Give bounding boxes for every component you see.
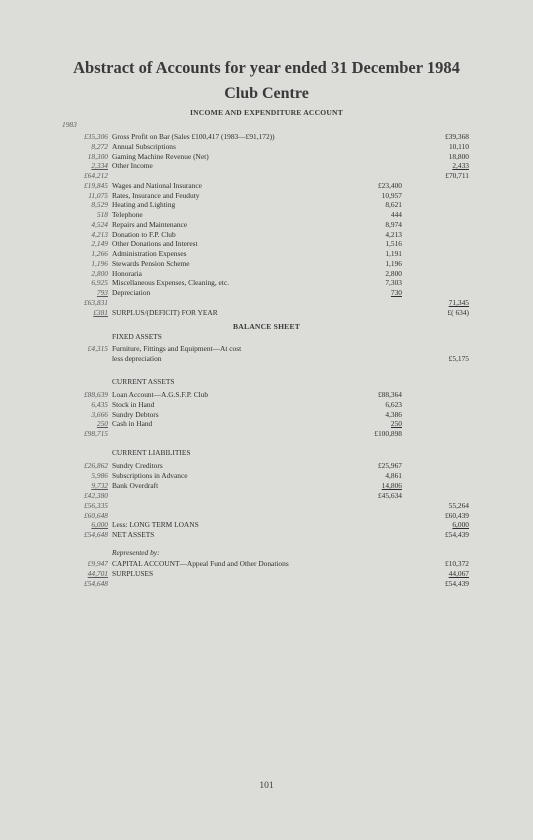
- prior-year-heading: 1983: [62, 120, 77, 129]
- current-subtotal-value: 7,303: [385, 278, 402, 288]
- row-label: Depreciation: [112, 288, 151, 297]
- current-subtotal-value: 250: [390, 419, 402, 429]
- current-total-value: 10,110: [448, 141, 469, 151]
- prior-year-value: £60,648: [83, 510, 108, 520]
- prior-year-value: £26,862: [83, 461, 108, 470]
- prior-year-value: £19,845: [83, 180, 108, 190]
- page-subtitle: Club Centre: [224, 85, 309, 102]
- prior-year-value: 1,266: [91, 249, 108, 258]
- current-subtotal-value: 730: [390, 288, 402, 297]
- prior-year-value: 2,800: [91, 268, 108, 278]
- row-label: Repairs and Maintenance: [112, 219, 188, 229]
- current-subtotal-value: 444: [390, 210, 402, 219]
- prior-year-value: £35,306: [83, 132, 108, 141]
- row-label: Gaming Machine Revenue (Net): [112, 151, 209, 161]
- income-section-heading: INCOME AND EXPENDITURE ACCOUNT: [189, 108, 344, 117]
- table-row: [0, 491, 533, 501]
- table-row: [0, 481, 533, 491]
- current-total-value: 2,433: [452, 161, 469, 171]
- current-total-value: £39,368: [444, 132, 469, 141]
- row-label: SURPLUS/(DEFICIT) FOR YEAR: [112, 307, 218, 317]
- prior-year-value: £4,315: [87, 344, 108, 353]
- represented-by-row: [0, 548, 533, 558]
- table-row: [0, 308, 533, 318]
- table-row: [0, 501, 533, 511]
- row-label: Other Income: [112, 161, 153, 171]
- prior-year-value: 44,701: [87, 569, 108, 578]
- row-label: Honoraria: [112, 268, 142, 278]
- table-row: [0, 152, 533, 162]
- table-row: [0, 288, 533, 298]
- table-row: [0, 298, 533, 308]
- table-row: [0, 354, 533, 364]
- table-row: [0, 249, 533, 259]
- row-label: less depreciation: [112, 354, 162, 363]
- row-label: Stock in Hand: [112, 399, 155, 409]
- prior-year-value: 518: [96, 210, 108, 219]
- row-label: Other Donations and Interest: [112, 239, 198, 249]
- row-label: Miscellaneous Expenses, Cleaning, etc.: [112, 278, 229, 288]
- current-subtotal-value: 1,196: [385, 258, 402, 268]
- table-row: [0, 511, 533, 521]
- page-title: Abstract of Accounts for year ended 31 December 1984: [73, 58, 460, 77]
- table-row: [0, 171, 533, 181]
- row-label: Furniture, Fittings and Equipment—At cost: [112, 344, 242, 353]
- prior-year-value: £54,648: [83, 579, 108, 588]
- prior-year-value: £56,335: [83, 500, 108, 510]
- table-row: [0, 579, 533, 589]
- table-row: [0, 530, 533, 540]
- prior-year-value: £54,648: [83, 530, 108, 540]
- row-label: Bank Overdraft: [112, 480, 159, 490]
- prior-year-value: 11,075: [88, 190, 108, 200]
- page-number: 101: [259, 781, 274, 791]
- prior-year-value: 6,925: [91, 278, 108, 288]
- table-row: [0, 210, 533, 220]
- fixed-assets-heading-row: [0, 332, 533, 342]
- prior-year-value: £42,380: [83, 490, 108, 500]
- represented-by-label: Represented by:: [112, 548, 160, 557]
- row-label: Telephone: [112, 210, 143, 219]
- table-row: [0, 520, 533, 530]
- current-subtotal-value: 2,800: [385, 268, 402, 278]
- row-label: Rates, Insurance and Feuduty: [112, 190, 200, 200]
- table-row: [0, 278, 533, 288]
- current-subtotal-value: 4,861: [385, 470, 402, 480]
- current-total-value: £70,711: [445, 171, 469, 180]
- prior-year-value: 5,986: [91, 470, 108, 480]
- prior-year-value: £64,212: [83, 171, 108, 180]
- table-row: [0, 410, 533, 420]
- current-total-value: £54,439: [444, 579, 469, 588]
- current-subtotal-value: 14,806: [381, 480, 402, 490]
- current-subtotal-value: 4,386: [385, 409, 402, 419]
- table-row: [0, 191, 533, 201]
- current-total-value: 71,345: [448, 297, 469, 307]
- current-total-value: £( 634): [447, 307, 469, 317]
- prior-year-value: 3,666: [91, 409, 108, 419]
- current-total-value: 18,800: [448, 151, 469, 161]
- current-total-value: £10,372: [444, 559, 469, 568]
- table-row: [0, 239, 533, 249]
- current-subtotal-value: £88,364: [377, 390, 402, 399]
- current-total-value: 6,000: [452, 520, 469, 530]
- current-subtotal-value: 8,974: [385, 219, 402, 229]
- row-label: Sundry Debtors: [112, 409, 159, 419]
- current-subtotal-value: 1,516: [385, 239, 402, 249]
- row-label: Donation to F.P. Club: [112, 229, 176, 239]
- row-label: Heating and Lighting: [112, 200, 176, 210]
- prior-year-value: 6,000: [91, 520, 108, 530]
- table-row: [0, 569, 533, 579]
- table-row: [0, 132, 533, 142]
- table-row: [0, 142, 533, 152]
- current-total-value: £54,439: [444, 530, 469, 540]
- row-label: NET ASSETS: [112, 530, 155, 540]
- current-subtotal-value: 8,621: [385, 200, 402, 210]
- fixed-assets-heading: FIXED ASSETS: [112, 332, 162, 341]
- prior-year-value: 1,196: [91, 258, 108, 268]
- prior-year-value: 2,149: [91, 239, 108, 249]
- current-assets-heading-row: [0, 377, 533, 387]
- table-row: [0, 559, 533, 569]
- table-row: [0, 230, 533, 240]
- prior-year-value: 9,732: [91, 480, 108, 490]
- row-label: Loan Account—A.G.S.F.P. Club: [112, 390, 209, 399]
- prior-year-value: 4,213: [91, 229, 108, 239]
- table-row: [0, 390, 533, 400]
- prior-year-value: £9,947: [87, 559, 108, 568]
- current-subtotal-value: £23,400: [377, 180, 402, 190]
- row-label: Cash in Hand: [112, 419, 153, 429]
- table-row: [0, 269, 533, 279]
- prior-year-value: £98,715: [83, 429, 108, 439]
- prior-year-value: £381: [93, 307, 108, 317]
- current-subtotal-value: £25,967: [377, 461, 402, 470]
- prior-year-value: 8,529: [91, 200, 108, 210]
- prior-year-value: 250: [96, 419, 108, 429]
- current-total-value: £60,439: [444, 510, 469, 520]
- table-row: [0, 259, 533, 269]
- table-row: [0, 161, 533, 171]
- current-total-value: 55,264: [448, 500, 469, 510]
- current-total-value: £5,175: [448, 354, 469, 363]
- row-label: Stewards Pension Scheme: [112, 258, 190, 268]
- prior-year-value: 8,272: [91, 141, 108, 151]
- table-row: [0, 200, 533, 210]
- table-row: [0, 344, 533, 354]
- prior-year-value: 2,334: [91, 161, 108, 171]
- table-row: [0, 419, 533, 429]
- current-subtotal-value: £45,634: [377, 490, 402, 500]
- current-subtotal-value: 10,957: [381, 190, 402, 200]
- current-subtotal-value: 1,191: [385, 249, 402, 258]
- row-label: Gross Profit on Bar (Sales £100,417 (1983—£91,172)): [112, 132, 275, 141]
- balance-sheet-heading: BALANCE SHEET: [233, 322, 300, 331]
- table-row: [0, 400, 533, 410]
- row-label: SURPLUSES: [112, 569, 154, 578]
- liabilities-heading: CURRENT LIABILITIES: [112, 448, 191, 457]
- current-subtotal-value: 6,623: [385, 399, 402, 409]
- row-label: CAPITAL ACCOUNT—Appeal Fund and Other Donations: [112, 559, 289, 568]
- row-label: Less: LONG TERM LOANS: [112, 520, 199, 530]
- table-row: [0, 429, 533, 439]
- current-subtotal-value: 4,213: [385, 229, 402, 239]
- prior-year-value: 18,300: [87, 151, 108, 161]
- prior-year-value: 793: [96, 288, 108, 297]
- row-label: Administration Expenses: [112, 249, 187, 258]
- prior-year-value: £63,831: [83, 297, 108, 307]
- table-row: [0, 220, 533, 230]
- current-assets-heading: CURRENT ASSETS: [112, 377, 175, 386]
- table-row: [0, 181, 533, 191]
- table-row: [0, 471, 533, 481]
- row-label: Sundry Creditors: [112, 461, 163, 470]
- row-label: Wages and National Insurance: [112, 180, 202, 190]
- current-total-value: 44,067: [448, 569, 469, 578]
- prior-year-value: 4,524: [91, 219, 108, 229]
- prior-year-value: £88,639: [83, 390, 108, 399]
- table-row: [0, 461, 533, 471]
- current-subtotal-value: £100,898: [374, 429, 402, 439]
- liabilities-heading-row: [0, 448, 533, 458]
- prior-year-value: 6,435: [91, 399, 108, 409]
- row-label: Annual Subscriptions: [112, 141, 176, 151]
- row-label: Subscriptions in Advance: [112, 470, 188, 480]
